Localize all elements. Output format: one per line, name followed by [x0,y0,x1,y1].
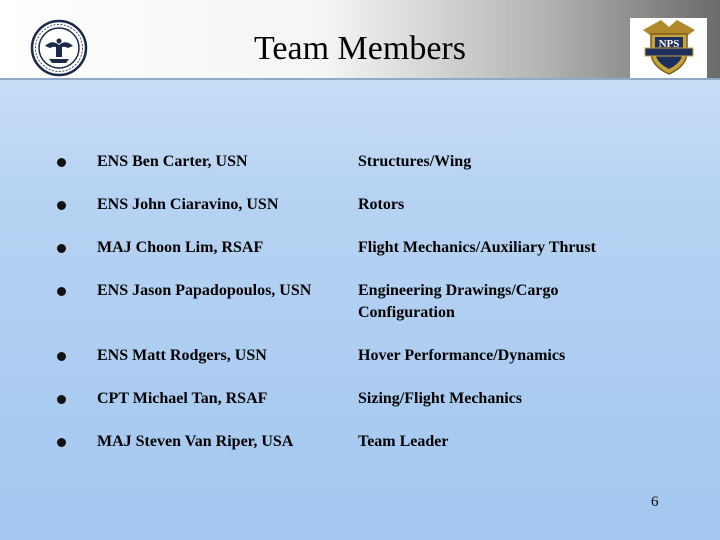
member-role: Structures/Wing [358,153,472,170]
member-role: Engineering Drawings/Cargo [358,282,559,299]
member-name: ENS Matt Rodgers, USN [97,347,267,364]
member-name: CPT Michael Tan, RSAF [97,390,268,407]
member-name: ENS Ben Carter, USN [97,153,248,170]
member-name: MAJ Steven Van Riper, USA [97,433,294,450]
page-number: 6 [651,494,659,510]
member-role: Rotors [358,196,405,213]
bullet-icon [57,438,66,447]
header-divider [0,78,720,80]
bullet-icon [57,352,66,361]
bullet-icon [57,201,66,210]
member-name: ENS John Ciaravino, USN [97,196,279,213]
page-title: Team Members [254,30,466,67]
member-role: Hover Performance/Dynamics [358,347,566,364]
nps-crest-text: NPS [658,38,680,50]
bullet-icon [57,287,66,296]
bullet-icon [57,158,66,167]
member-role: Sizing/Flight Mechanics [358,390,522,407]
member-name: MAJ Choon Lim, RSAF [97,239,264,256]
member-role-line2: Configuration [358,304,455,321]
member-role: Team Leader [358,433,449,450]
member-role: Flight Mechanics/Auxiliary Thrust [358,239,596,256]
bullet-icon [57,244,66,253]
member-name: ENS Jason Papadopoulos, USN [97,282,312,299]
bullet-icon [57,395,66,404]
